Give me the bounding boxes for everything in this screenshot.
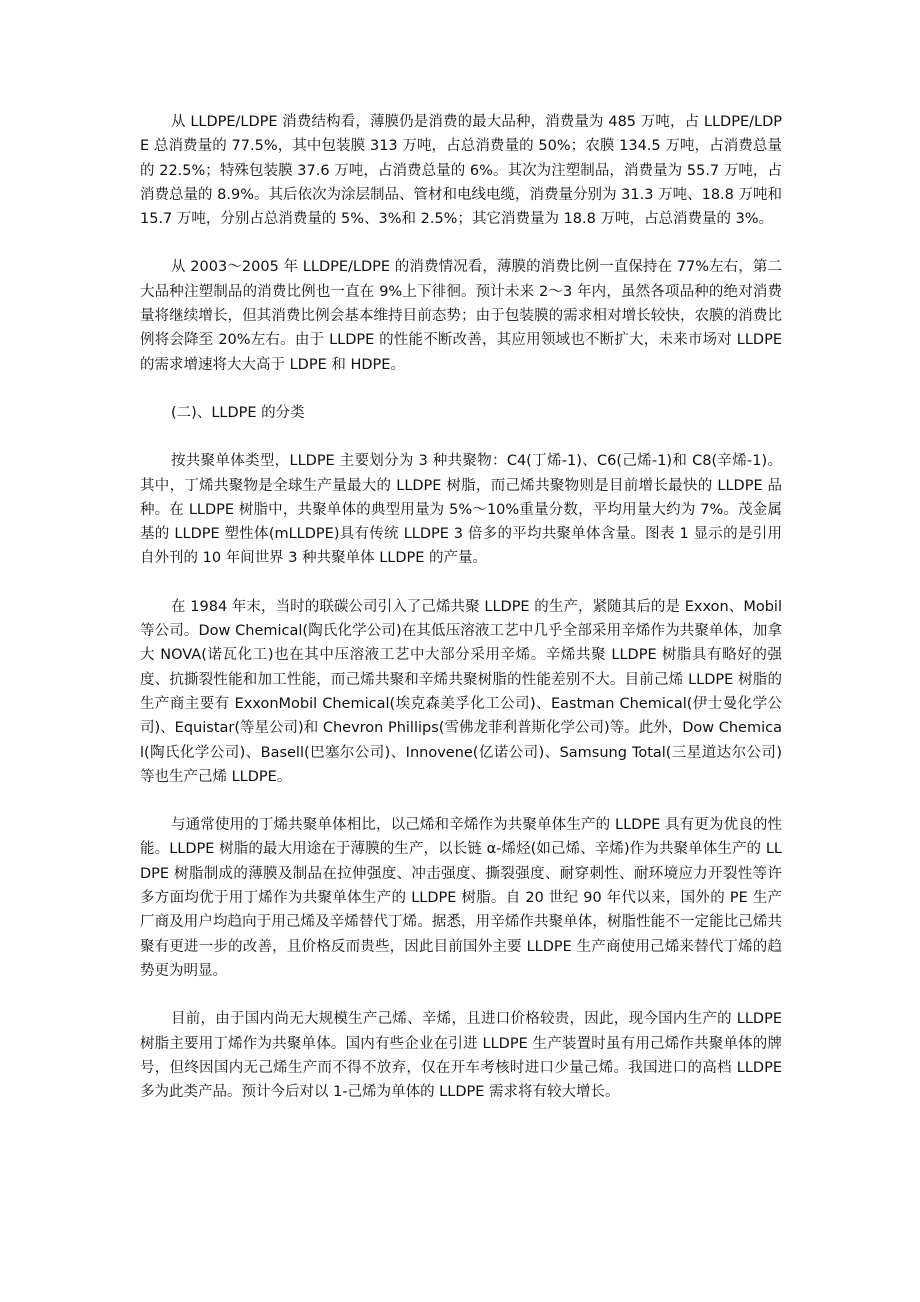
paragraph-consumption-structure: 从 LLDPE/LDPE 消费结构看，薄膜仍是消费的最大品种，消费量为 485 万吨，占 LLDPE/LDPE 总消费量的 77.5%，其中包装膜 313 万吨，占总消费量的 50%；农膜 134.5 万吨，占消费总量的 22.5%；特殊包装膜 37.6 万吨，占消费总量的 6%。其次为注塑制品，消费量为 55.7 万吨，占消费总量的 8.9%。其后依次为涂层制品、管材和电线电缆，消费量分别为 31.3 万吨、18.8 万吨和 15.7 万吨，分别占总消费量的 5%、3%和 2.5%；其它消费量为 18.8 万吨，占总消费量的 3%。 bbox=[140, 114, 782, 228]
paragraph-gap bbox=[140, 425, 782, 449]
paragraph-gap bbox=[140, 983, 782, 1007]
paragraph-consumption-trend: 从 2003～2005 年 LLDPE/LDPE 的消费情况看，薄膜的消费比例一直保持在 77%左右，第二大品种注塑制品的消费比例也一直在 9%上下徘徊。预计未来 2～3 年内，虽然各项品种的绝对消费量将继续增长，但其消费比例会基本维持目前态势；由于包装膜的需求相对增长较快，农膜的消费比例将会降至 20%左右。由于 LLDPE 的性能不断改善，其应用领域也不断扩大，未来市场对 LLDPE 的需求增速将大大高于 LDPE 和 HDPE。 bbox=[140, 259, 782, 373]
paragraph-gap bbox=[140, 231, 782, 255]
paragraph-gap bbox=[140, 571, 782, 595]
document-page bbox=[140, 110, 782, 1104]
paragraph-comonomer-types: 按共聚单体类型，LLDPE 主要划分为 3 种共聚物：C4(丁烯-1)、C6(己烯-1)和 C8(辛烯-1)。其中，丁烯共聚物是全球生产量最大的 LLDPE 树脂，而己烯共聚物则是目前增长最快的 LLDPE 品种。在 LLDPE 树脂中，共聚单体的典型用量为 5%～10%重量分数，平均用量大约为 7%。茂金属基的 LLDPE 塑性体(mLLDPE)具有传统 LLDPE 3 倍多的平均共聚单体含量。图表 1 显示的是引用自外刊的 10 年间世界 3 种共聚单体 LLDPE 的产量。 bbox=[140, 453, 782, 567]
paragraph-domestic-status: 目前，由于国内尚无大规模生产己烯、辛烯，且进口价格较贵，因此，现今国内生产的 LLDPE 树脂主要用丁烯作为共聚单体。国内有些企业在引进 LLDPE 生产装置时虽有用己烯作共聚单体的牌号，但终因国内无己烯生产而不得不放弃，仅在开车考核时进口少量己烯。我国进口的高档 LLDPE 多为此类产品。预计今后对以 1-己烯为单体的 LLDPE 需求将有较大增长。 bbox=[140, 1011, 782, 1101]
paragraph-gap bbox=[140, 789, 782, 813]
paragraph-hexene-history: 在 1984 年末，当时的联碳公司引入了己烯共聚 LLDPE 的生产，紧随其后的是 Exxon、Mobil 等公司。Dow Chemical(陶氏化学公司)在其低压溶液工艺中几乎全部采用辛烯作为共聚单体，加拿大 NOVA(诺瓦化工)也在其中压溶液工艺中大部分采用辛烯。辛烯共聚 LLDPE 树脂具有略好的强度、抗撕裂性能和加工性能，而己烯共聚和辛烯共聚树脂的性能差别不大。目前己烯 LLDPE 树脂的生产商主要有 ExxonMobil Chemical(埃克森美孚化工公司)、Eastman Chemical(伊士曼化学公司)、Equistar(等星公司)和 Chevron Phillips(雪佛龙菲利普斯化学公司)等。此外，Dow Chemical(陶氏化学公司)、Basell(巴塞尔公司)、Innovene(亿诺公司)、Samsung Total(三星道达尔公司)等也生产己烯 LLDPE。 bbox=[140, 598, 782, 785]
paragraph-gap bbox=[140, 377, 782, 401]
paragraph-performance: 与通常使用的丁烯共聚单体相比，以己烯和辛烯作为共聚单体生产的 LLDPE 具有更为优良的性能。LLDPE 树脂的最大用途在于薄膜的生产，以长链 α-烯烃(如己烯、辛烯)作为共聚单体生产的 LLDPE 树脂制成的薄膜及制品在拉伸强度、冲击强度、撕裂强度、耐穿刺性、耐环境应力开裂性等许多方面均优于用丁烯作为共聚单体生产的 LLDPE 树脂。自 20 世纪 90 年代以来，国外的 PE 生产厂商及用户均趋向于用己烯及辛烯替代丁烯。据悉，用辛烯作共聚单体，树脂性能不一定能比己烯共聚有更进一步的改善，且价格反而贵些，因此目前国外主要 LLDPE 生产商使用己烯来替代丁烯的趋势更为明显。 bbox=[140, 817, 783, 979]
section-heading: (二)、LLDPE 的分类 bbox=[171, 404, 305, 421]
